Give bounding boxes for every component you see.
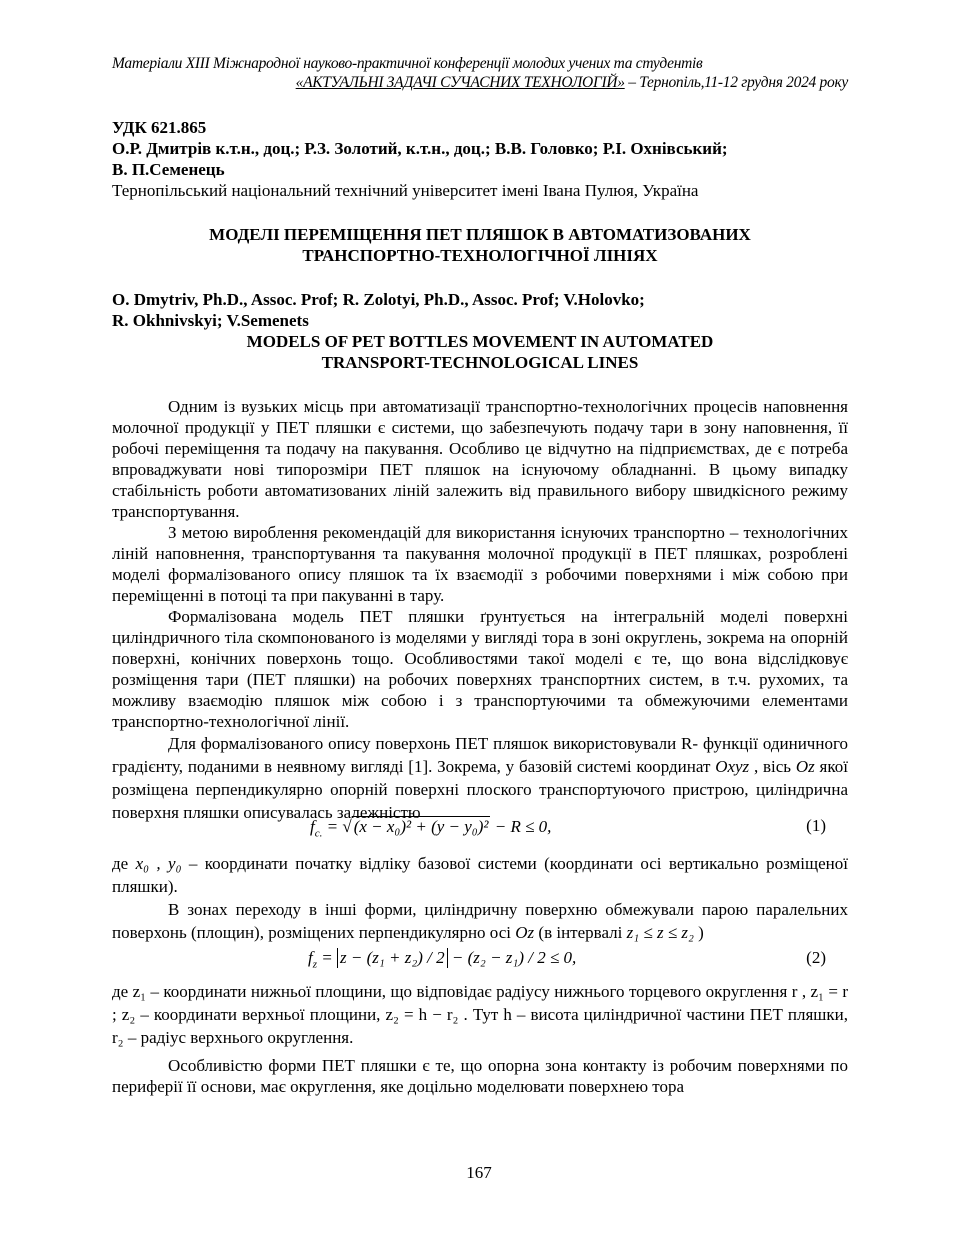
title-uk-line2: ТРАНСПОРТНО-ТЕХНОЛОГІЧНОЇ ЛІНІЯХ (302, 246, 658, 265)
title-uk-line1: МОДЕЛІ ПЕРЕМІЩЕННЯ ПЕТ ПЛЯШОК В АВТОМАТИЗОВАНИХ (209, 225, 751, 244)
affiliation: Тернопільський національний технічний університет імені Івана Пулюя, Україна (112, 181, 699, 200)
paragraph-7: Особливістю форми ПЕТ пляшки є те, що опорна зона контакту із робочим поверхнями по периферії її основи, має округлення, яке доцільно моделювати поверхнею тора (112, 1056, 848, 1096)
title-en-line1: MODELS OF PET BOTTLES MOVEMENT IN AUTOMATED (246, 332, 714, 351)
eq2-rhs: − (z₂ − z₁) / 2 ≤ 0, (447, 948, 577, 967)
paragraph-5-axis: Oz (515, 923, 535, 942)
eq2-function: f (308, 948, 313, 967)
authors-uk-line1: О.Р. Дмитрів к.т.н., доц.; Р.З. Золотий, к.т.н., доц.; В.В. Головко; Р.І. Охнівський; (112, 139, 728, 158)
conference-title: «АКТУАЛЬНІ ЗАДАЧІ СУЧАСНИХ ТЕХНОЛОГІЙ» (295, 74, 625, 91)
equation-1-explanation (112, 852, 848, 898)
axis-symbol: Oz (795, 757, 815, 776)
equation-1-expression: $f_{c.}$ = √ (x − x₀)² + (y − y₀)² − R ≤ 0, (310, 817, 552, 840)
equation-1-number: (1) (806, 816, 826, 835)
paragraph-5-text-a: В зонах переходу в інші форми, циліндричну поверхню обмежували парою паралельних поверхонь (площин), розміщених перпендикулярно осі (112, 900, 848, 942)
eq1-expl-vars: x₀ , y₀ (135, 854, 182, 873)
paragraph-4 (112, 732, 848, 824)
eq2-absolute-term: z − (z₁ + z₂) / 2 (337, 948, 448, 968)
authors-en-line2: R. Okhnivskyi; V.Semenets (112, 311, 309, 330)
equation-2-number: (2) (806, 948, 826, 967)
paragraph-1: Одним із вузьких місць при автоматизації транспортно-технологічних процесів наповнення молочної продукції у ПЕТ пляшки є системи, що забезпечують подачу тари в зону наповнення, її робочі переміщення та подачу на пакування. Особливо це відчутно на підприємствах, де є потреба впроваджувати нові типорозміри ПЕТ пляшок на існуючому обладнанні. В цьому випадку стабільність роботи автоматизованих ліній залежить від правильного вибору швидкісного режиму транспортування. (112, 397, 848, 521)
eq1-radicand: (x − x₀)² + (y − y₀)² (353, 817, 489, 836)
conference-header (112, 54, 848, 92)
paragraph-5-interval: z₁ ≤ z ≤ z₂ (626, 923, 694, 942)
page-number: 167 (466, 1163, 492, 1182)
udk-code: УДК 621.865 (112, 118, 207, 137)
eq1-function-subscript: c. (314, 827, 323, 840)
paragraph-3: Формалізована модель ПЕТ пляшки ґрунтується на інтегральній моделі поверхні циліндричного тіла скомпонованого із моделями у вигляді тора в зоні округлень, зокрема на опорній поверхні, конічних поверхонь тощо. Особливостями такої моделі є те, що вона відслідковує розміщення тари (ПЕТ пляшки) на робочих поверхнях транспортних систем, в т.ч. рухомих, та можливу взаємодію пляшок між собою і з транспортуючими та обмежуючими елементами транспортно-технологічної лінії. (112, 607, 848, 731)
equation-1 (112, 816, 848, 842)
paragraph-4-text-c: якої розміщена перпендикулярно опорній поверхні плоского транспортуючого пристрою, циліндрична поверхня пляшки описувалась залежністю (112, 757, 848, 822)
conference-header-line2 (112, 73, 848, 92)
paragraph-2: З метою вироблення рекомендацій для використання існуючих транспортно – технологічних ліній наповнення, транспортування та пакування молочної продукції в ПЕТ пляшках, розроблені моделі формалізованого опису пляшок та їх взаємодії з робочими поверхнями і між собою при переміщенні в потоці та при пакуванні в тару. (112, 523, 848, 605)
paragraph-5 (112, 898, 848, 944)
eq1-expl-text-b: – координати початку відліку базової системи (координати осі вертикально розміщеної пляшки). (112, 854, 848, 896)
equation-2-expression: $f_z = z - (z_1 + z_2) / 2 - (z_2 - z_1) / 2 \le 0$, (308, 948, 577, 971)
eq2-function-subscript: z (312, 958, 318, 971)
paragraph-4-text-a: Для формалізованого опису поверхонь ПЕТ пляшок використовували R- функції одиничного градієнту, поданими в неявному вигляді [1]. Зокрема, у базовій системі координат (112, 734, 848, 776)
coord-system-symbol: Oxyz (715, 757, 750, 776)
paragraph-5-text-c: ) (693, 923, 704, 942)
paragraph-4-text-b: , вісь (749, 757, 796, 776)
title-en-line2: TRANSPORT-TECHNOLOGICAL LINES (321, 353, 639, 372)
eq1-function: f (310, 817, 315, 836)
conference-header-line1: Матеріали XIII Міжнародної науково-практичної конференції молодих учених та студентів (112, 55, 703, 72)
eq1-rhs: − R ≤ 0, (490, 817, 552, 836)
authors-en-line1: O. Dmytriv, Ph.D., Assoc. Prof; R. Zolotyi, Ph.D., Assoc. Prof; V.Holovko; (112, 290, 645, 309)
paragraph-5-text-b: (в інтервалі (534, 923, 627, 942)
conference-place-date: – Тернопіль,11-12 грудня 2024 року (624, 74, 848, 91)
eq1-expl-text-a: де (112, 854, 136, 873)
paragraph-6: де z₁ – координати нижньої площини, що відповідає радіусу нижнього торцевого округлення r , z₁ = r ; z₂ – координати верхньої площини, z₂ = h − r₂ . Тут h – висота циліндричної частини ПЕТ пляшки, r₂ – радіус верхнього округлення. (112, 982, 848, 1047)
equation-2 (112, 948, 848, 974)
authors-uk-line2: В. П.Семенець (112, 160, 225, 179)
